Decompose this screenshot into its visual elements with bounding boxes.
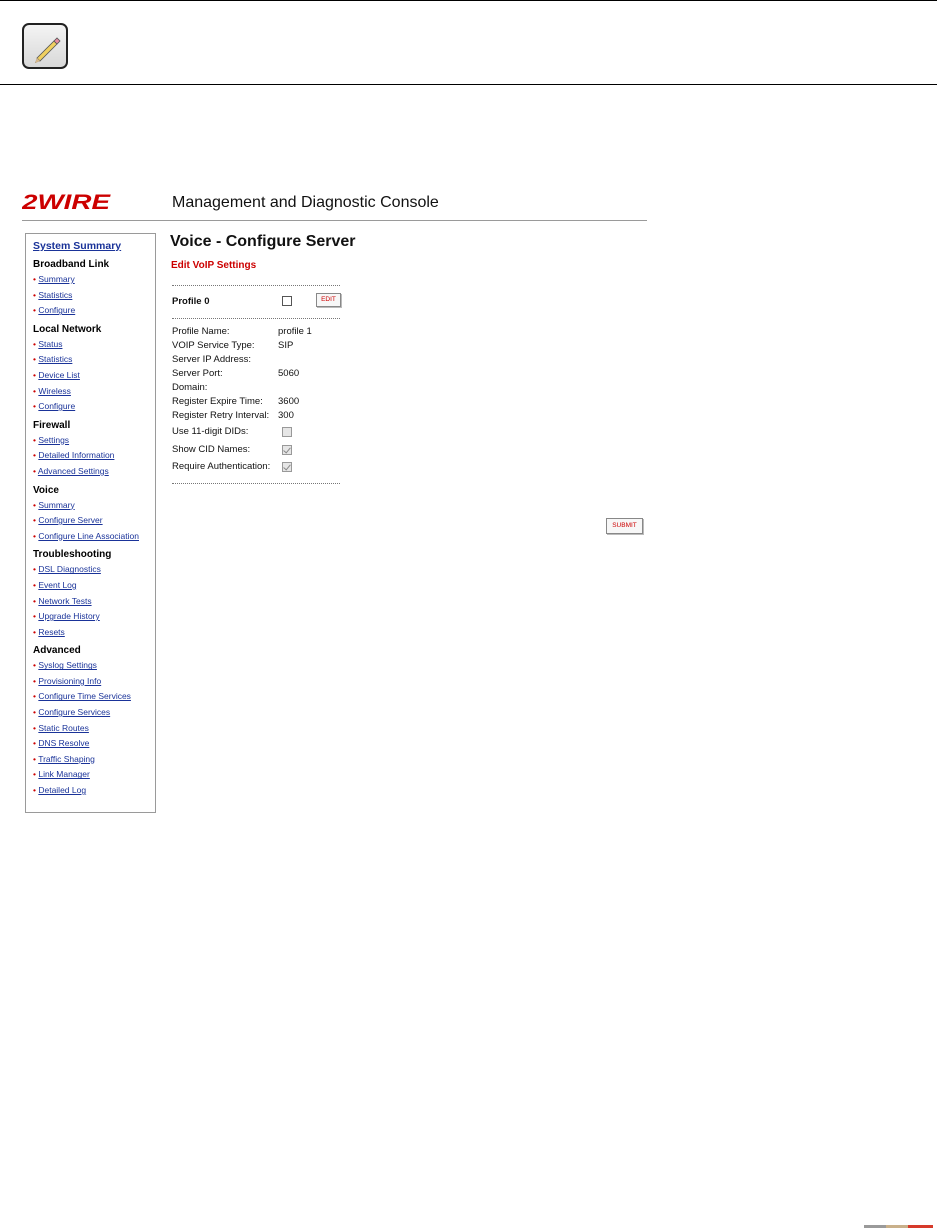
- sidebar-link[interactable]: Link Manager: [38, 769, 90, 780]
- sidebar-sections: [33, 258, 155, 799]
- bullet-icon: •: [33, 401, 39, 412]
- setting-label: Server IP Address:: [172, 354, 252, 365]
- setting-checkbox[interactable]: [282, 445, 292, 455]
- sidebar-link[interactable]: Detailed Log: [38, 785, 87, 796]
- top-divider: [0, 0, 937, 1]
- setting-label: Register Retry Interval:: [172, 410, 270, 421]
- sidebar-link[interactable]: DSL Diagnostics: [38, 564, 101, 575]
- bullet-icon: •: [33, 675, 39, 686]
- sidebar-item: [33, 625, 155, 641]
- bullet-icon: •: [33, 354, 39, 365]
- checkbox-row: [172, 444, 250, 455]
- sidebar-section: [33, 644, 155, 798]
- bullet-icon: •: [33, 707, 39, 718]
- sidebar-item: [33, 674, 155, 690]
- sidebar-heading: Advanced: [33, 645, 81, 657]
- setting-checkbox[interactable]: [282, 462, 292, 472]
- sidebar-link[interactable]: Configure Server: [38, 515, 103, 526]
- setting-row: [172, 410, 294, 421]
- page-title: Voice - Configure Server: [170, 233, 356, 250]
- setting-row: [172, 326, 312, 337]
- bullet-icon: •: [33, 369, 39, 380]
- sidebar-item: [33, 689, 155, 705]
- sidebar-link[interactable]: Wireless: [38, 385, 71, 396]
- sidebar-item: [33, 594, 155, 610]
- sidebar-heading: Local Network: [33, 323, 102, 335]
- bullet-icon: •: [33, 722, 39, 733]
- bullet-icon: •: [33, 579, 39, 590]
- sidebar-link[interactable]: Status: [38, 338, 63, 349]
- sidebar-item: [33, 272, 155, 288]
- corner-accent-tan: [886, 1225, 908, 1228]
- setting-value: 3600: [278, 396, 300, 407]
- sidebar-link[interactable]: Statistics: [38, 289, 73, 300]
- sidebar-heading: Troubleshooting: [33, 549, 112, 561]
- sidebar-item: [33, 562, 155, 578]
- bullet-icon: •: [33, 595, 39, 606]
- setting-row: [172, 340, 294, 351]
- sidebar-section: [33, 419, 155, 480]
- sidebar-item: [33, 721, 155, 737]
- bullet-icon: •: [33, 385, 39, 396]
- checkbox-label: Show CID Names:: [172, 444, 251, 455]
- setting-label: Register Expire Time:: [172, 396, 263, 407]
- setting-value: profile 1: [278, 326, 312, 337]
- bullet-icon: •: [33, 499, 39, 510]
- sidebar-link[interactable]: Syslog Settings: [38, 660, 97, 671]
- console-title: Management and Diagnostic Console: [172, 194, 439, 211]
- bullet-icon: •: [33, 753, 39, 764]
- bullet-icon: •: [33, 465, 38, 476]
- bullet-icon: •: [33, 626, 39, 637]
- setting-row: [172, 368, 300, 379]
- sidebar-link[interactable]: Configure: [38, 401, 76, 412]
- edit-button[interactable]: EDIT: [316, 293, 341, 307]
- sidebar-nav: [25, 233, 156, 813]
- note-divider: [0, 84, 937, 85]
- sidebar-link[interactable]: Configure Time Services: [38, 691, 131, 702]
- sidebar-item: [33, 767, 155, 783]
- sidebar-link[interactable]: DNS Resolve: [38, 738, 90, 749]
- bullet-icon: •: [33, 450, 39, 461]
- sidebar-link[interactable]: Upgrade History: [38, 611, 100, 622]
- bullet-icon: •: [33, 785, 39, 796]
- dotted-divider: [172, 483, 340, 484]
- setting-row: [172, 354, 251, 365]
- profile-label: Profile 0: [172, 296, 210, 307]
- sidebar-item: [33, 303, 155, 319]
- checkbox-label: Require Authentication:: [172, 461, 271, 472]
- setting-value: SIP: [278, 340, 294, 351]
- setting-value: 300: [278, 410, 294, 421]
- sidebar-item: [33, 368, 155, 384]
- corner-accent-red: [908, 1225, 933, 1228]
- sidebar-item: [33, 513, 155, 529]
- bullet-icon: •: [33, 564, 39, 575]
- checkbox-label: Use 11-digit DIDs:: [172, 426, 249, 437]
- setting-label: VOIP Service Type:: [172, 340, 255, 351]
- sidebar-heading: Voice: [33, 484, 59, 496]
- sidebar-item: [33, 352, 155, 368]
- sidebar-link[interactable]: Advanced Settings: [37, 465, 109, 476]
- sidebar-link[interactable]: Static Routes: [38, 722, 89, 733]
- corner-accent-gray: [864, 1225, 886, 1228]
- svg-text:2WIRE: 2WIRE: [22, 192, 112, 212]
- sidebar-item: [33, 288, 155, 304]
- bullet-icon: •: [33, 434, 39, 445]
- sidebar-item: [33, 384, 155, 400]
- sidebar-link[interactable]: Traffic Shaping: [38, 753, 95, 764]
- sidebar-link[interactable]: Resets: [38, 626, 65, 637]
- sidebar-link[interactable]: Event Log: [38, 579, 77, 590]
- sidebar-link[interactable]: Summary: [38, 274, 75, 284]
- bullet-icon: •: [33, 515, 39, 526]
- dotted-divider: [172, 285, 340, 286]
- sidebar-link[interactable]: Summary: [38, 499, 75, 510]
- sidebar-item: [33, 498, 155, 514]
- bullet-icon: •: [33, 691, 39, 702]
- setting-value: 5060: [278, 368, 300, 379]
- bullet-icon: •: [33, 769, 39, 780]
- sidebar-section: [33, 323, 155, 415]
- bullet-icon: •: [33, 530, 39, 541]
- sidebar-link[interactable]: Configure Line Association: [38, 530, 139, 541]
- section-subtitle: Edit VoIP Settings: [171, 260, 257, 271]
- bullet-icon: •: [33, 611, 39, 622]
- checkbox-row: [172, 426, 248, 437]
- bullet-icon: •: [33, 305, 39, 316]
- sidebar-link[interactable]: Settings: [38, 434, 70, 445]
- sidebar-item: [33, 705, 155, 721]
- sidebar-heading: Firewall: [33, 419, 71, 431]
- bullet-icon: •: [33, 738, 39, 749]
- dotted-divider: [172, 318, 340, 319]
- sidebar-item: [33, 609, 155, 625]
- submit-button[interactable]: SUBMIT: [606, 518, 643, 534]
- bullet-icon: •: [33, 274, 39, 284]
- bullet-icon: •: [33, 338, 39, 349]
- sidebar-item: [33, 752, 155, 768]
- sidebar-heading: Broadband Link: [33, 259, 110, 270]
- checkbox-row: [172, 461, 270, 472]
- profile-checkbox[interactable]: [282, 296, 292, 306]
- bullet-icon: •: [33, 289, 39, 300]
- sidebar-item: [33, 736, 155, 752]
- sidebar-section: [33, 258, 155, 319]
- sidebar-item: [33, 658, 155, 674]
- sidebar-section: [33, 548, 155, 640]
- sidebar-link[interactable]: Configure Services: [38, 707, 111, 718]
- sidebar-item: [33, 783, 155, 799]
- header-divider: [22, 220, 647, 221]
- pencil-note-icon: [22, 23, 68, 69]
- sidebar-link[interactable]: Detailed Information: [38, 450, 115, 461]
- sidebar-link[interactable]: Device List: [38, 369, 80, 380]
- brand-logo: [22, 192, 117, 217]
- sidebar-link[interactable]: Configure: [38, 305, 76, 316]
- sidebar-item: [33, 578, 155, 594]
- setting-row: [172, 396, 300, 407]
- bullet-icon: •: [33, 660, 39, 671]
- sidebar-link-system-summary[interactable]: System Summary: [33, 240, 122, 252]
- sidebar-link[interactable]: Network Tests: [38, 595, 92, 606]
- setting-label: Domain:: [172, 382, 208, 393]
- setting-label: Profile Name:: [172, 326, 230, 337]
- sidebar-link[interactable]: Provisioning Info: [38, 675, 102, 686]
- sidebar-item: [33, 399, 155, 415]
- sidebar-link[interactable]: Statistics: [38, 354, 73, 365]
- sidebar-item: [33, 337, 155, 353]
- sidebar-item: [33, 433, 155, 449]
- setting-row: [172, 382, 207, 393]
- sidebar-item: [33, 464, 155, 480]
- setting-checkbox[interactable]: [282, 427, 292, 437]
- sidebar-item: [33, 529, 155, 545]
- sidebar-section: [33, 484, 155, 545]
- sidebar-item: [33, 448, 155, 464]
- profile-row: [172, 296, 210, 307]
- setting-label: Server Port:: [172, 368, 223, 379]
